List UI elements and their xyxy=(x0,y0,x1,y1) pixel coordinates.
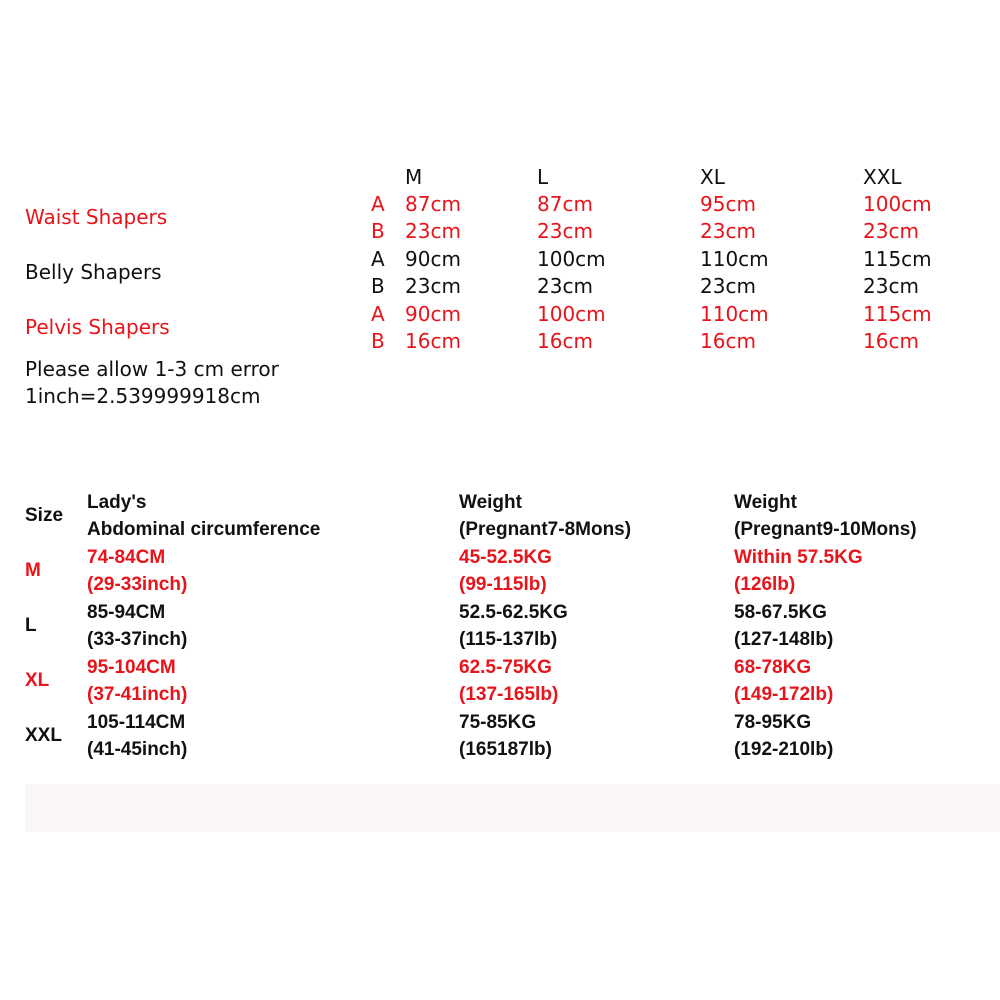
footer-band xyxy=(25,784,1000,832)
measure-value: 23cm xyxy=(863,219,919,243)
cell-weight-9-10 xyxy=(734,654,833,708)
measure-value: 23cm xyxy=(405,274,461,298)
cell-weight-9-10 xyxy=(734,599,833,653)
measure-key: A xyxy=(371,192,385,216)
cell-line: (126lb) xyxy=(734,574,796,595)
measure-key: B xyxy=(371,219,385,243)
header-line: Weight xyxy=(459,492,522,513)
measure-value: 16cm xyxy=(700,329,756,353)
measure-key: B xyxy=(371,274,385,298)
measure-value: 87cm xyxy=(405,192,461,216)
measure-value: 23cm xyxy=(537,219,593,243)
cell-line: (149-172lb) xyxy=(734,684,834,705)
cell-line: (37-41inch) xyxy=(87,684,188,705)
cell-line: 75-85KG xyxy=(459,712,537,733)
measure-value: 110cm xyxy=(700,302,769,326)
header-weight-9-10 xyxy=(734,489,917,543)
header-size: Size xyxy=(25,505,64,526)
note-inch-conversion: 1inch=2.539999918cm xyxy=(25,384,261,408)
measure-key: A xyxy=(371,302,385,326)
header-line: (Pregnant7-8Mons) xyxy=(459,519,632,540)
measure-value: 23cm xyxy=(405,219,461,243)
cell-line: (165187lb) xyxy=(459,739,552,760)
cell-line: (41-45inch) xyxy=(87,739,188,760)
cell-abdominal xyxy=(87,709,187,763)
cell-line: 95-104CM xyxy=(87,657,176,678)
row-size-xxl: XXL xyxy=(25,725,62,746)
cell-abdominal xyxy=(87,654,187,708)
row-size-xl: XL xyxy=(25,670,50,691)
row-size-l: L xyxy=(25,615,37,636)
cell-line: 58-67.5KG xyxy=(734,602,827,623)
cell-line: (99-115lb) xyxy=(459,574,547,595)
header-line: Lady's xyxy=(87,492,147,513)
cell-line: 78-95KG xyxy=(734,712,812,733)
cell-line: 105-114CM xyxy=(87,712,186,733)
product-label-pelvis-shapers: Pelvis Shapers xyxy=(25,315,170,339)
cell-weight-7-8 xyxy=(459,654,558,708)
measure-value: 23cm xyxy=(700,219,756,243)
measure-value: 115cm xyxy=(863,247,932,271)
cell-line: (192-210lb) xyxy=(734,739,834,760)
size-header-m: M xyxy=(405,165,423,189)
size-header-l: L xyxy=(537,165,549,189)
cell-line: 74-84CM xyxy=(87,547,166,568)
measure-value: 87cm xyxy=(537,192,593,216)
size-header-xxl: XXL xyxy=(863,165,902,189)
measure-key: B xyxy=(371,329,385,353)
cell-abdominal xyxy=(87,599,187,653)
measure-key: A xyxy=(371,247,385,271)
cell-line: 45-52.5KG xyxy=(459,547,552,568)
product-label-waist-shapers: Waist Shapers xyxy=(25,205,168,229)
cell-line: (127-148lb) xyxy=(734,629,834,650)
measure-value: 90cm xyxy=(405,302,461,326)
cell-line: (137-165lb) xyxy=(459,684,559,705)
cell-line: 52.5-62.5KG xyxy=(459,602,568,623)
cell-weight-7-8 xyxy=(459,544,552,598)
cell-line: (33-37inch) xyxy=(87,629,188,650)
cell-line: 68-78KG xyxy=(734,657,812,678)
cell-abdominal xyxy=(87,544,187,598)
cell-weight-9-10 xyxy=(734,709,833,763)
measure-value: 23cm xyxy=(537,274,593,298)
measure-value: 16cm xyxy=(405,329,461,353)
measure-value: 23cm xyxy=(700,274,756,298)
header-weight-7-8 xyxy=(459,489,631,543)
size-header-xl: XL xyxy=(700,165,725,189)
note-error-allowance: Please allow 1-3 cm error xyxy=(25,357,279,381)
cell-line: Within 57.5KG xyxy=(734,547,863,568)
cell-weight-9-10 xyxy=(734,544,863,598)
row-size-m: M xyxy=(25,560,41,581)
cell-weight-7-8 xyxy=(459,599,568,653)
cell-line: 85-94CM xyxy=(87,602,166,623)
header-line: (Pregnant9-10Mons) xyxy=(734,519,917,540)
cell-line: (29-33inch) xyxy=(87,574,188,595)
measure-value: 16cm xyxy=(863,329,919,353)
product-label-belly-shapers: Belly Shapers xyxy=(25,260,162,284)
measure-value: 23cm xyxy=(863,274,919,298)
measure-value: 95cm xyxy=(700,192,756,216)
cell-line: 62.5-75KG xyxy=(459,657,552,678)
measure-value: 100cm xyxy=(537,247,606,271)
measure-value: 16cm xyxy=(537,329,593,353)
header-line: Abdominal circumference xyxy=(87,519,321,540)
measure-value: 115cm xyxy=(863,302,932,326)
measure-value: 100cm xyxy=(537,302,606,326)
measure-value: 90cm xyxy=(405,247,461,271)
header-line: Weight xyxy=(734,492,797,513)
cell-line: (115-137lb) xyxy=(459,629,558,650)
header-abdominal xyxy=(87,489,320,543)
cell-weight-7-8 xyxy=(459,709,552,763)
measure-value: 100cm xyxy=(863,192,932,216)
measure-value: 110cm xyxy=(700,247,769,271)
